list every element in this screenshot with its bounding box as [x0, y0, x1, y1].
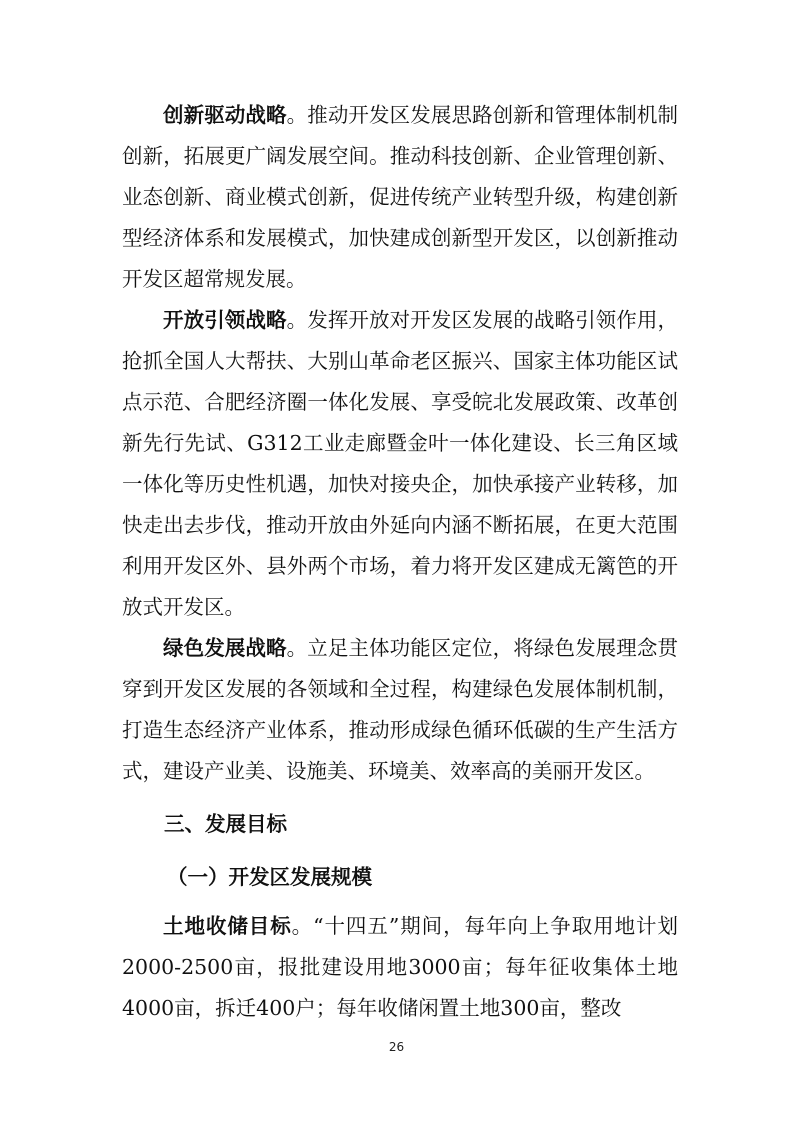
paragraph-lead: 开放引领战略 — [163, 308, 287, 332]
paragraph-text: 。立足主体功能区定位，将绿色发展理念贯穿到开发区发展的各领域和全过程，构建绿色发展体制机制，打造生态经济产业体系，推动形成绿色循环低碳的生产生活方式，建设产业美、设施美、环境美、效率高的美丽开发区。 — [122, 636, 678, 783]
paragraph-lead: 创新驱动战略 — [163, 103, 287, 127]
paragraph-green-strategy — [122, 628, 678, 792]
section-heading: 三、发展目标 — [164, 812, 287, 836]
paragraph-opening-strategy — [122, 300, 678, 628]
page-number: 26 — [388, 1040, 405, 1054]
paragraph-lead: 绿色发展战略 — [163, 636, 287, 660]
paragraph-text: 。发挥开放对开发区发展的战略引领作用，抢抓全国人大帮扶、大别山革命老区振兴、国家主体功能区试点示范、合肥经济圈一体化发展、享受皖北发展政策、改革创新先行先试、G312工业走廊暨金叶一体化建设、长三角区域一体化等历史性机遇，加快对接央企，加快承接产业转移，加快走出去步伐，推动开放由外延向内涵不断拓展，在更大范围利用开发区外、县外两个市场，着力将开发区建成无篱笆的开放式开发区。 — [122, 308, 678, 619]
paragraph-innovation-strategy — [122, 95, 678, 300]
document-body — [122, 95, 678, 1029]
subsection-heading: （一）开发区发展规模 — [167, 865, 372, 889]
paragraph-text: 。推动开发区发展思路创新和管理体制机制创新，拓展更广阔发展空间。推动科技创新、企业管理创新、业态创新、商业模式创新，促进传统产业转型升级，构建创新型经济体系和发展模式，加快建成创新型开发区，以创新推动开发区超常规发展。 — [122, 103, 678, 291]
paragraph-land-reserve-target — [122, 906, 678, 1029]
paragraph-text: 。“十四五”期间，每年向上争取用地计划2000-2500亩，报批建设用地3000亩；每年征收集体土地4000亩，拆迁400户；每年收储闲置土地300亩，整改 — [122, 914, 678, 1020]
paragraph-lead: 土地收储目标 — [163, 914, 292, 938]
